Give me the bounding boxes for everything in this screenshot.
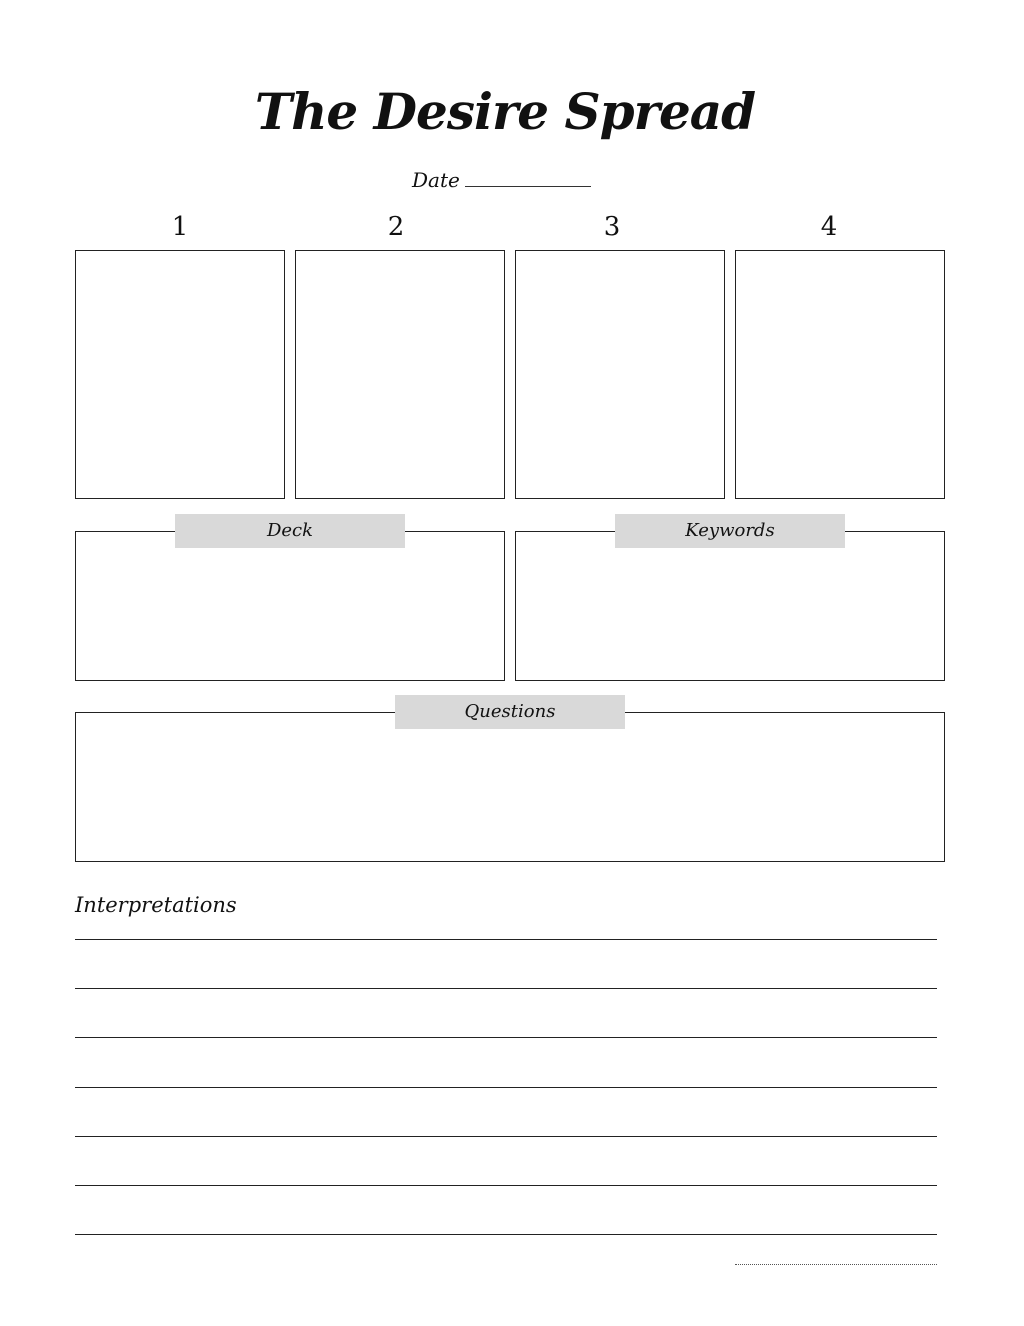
card-number-1: 1	[171, 212, 189, 242]
interpretations-label: Interpretations	[75, 893, 237, 917]
card-number-4: 4	[820, 212, 838, 242]
date-label: Date	[412, 168, 460, 192]
page-title: The Desire Spread	[254, 82, 756, 141]
interpretation-line-2[interactable]	[75, 988, 937, 989]
card-box-2[interactable]	[295, 250, 505, 499]
card-number-2: 2	[387, 212, 405, 242]
date-field[interactable]	[465, 186, 591, 187]
questions-box[interactable]	[75, 712, 945, 862]
card-box-3[interactable]	[515, 250, 725, 499]
questions-label: Questions	[395, 695, 625, 729]
keywords-label: Keywords	[615, 514, 845, 548]
interpretation-line-4[interactable]	[75, 1087, 937, 1088]
interpretation-line-7[interactable]	[75, 1234, 937, 1235]
interpretation-line-3[interactable]	[75, 1037, 937, 1038]
footer-dotted-line	[735, 1264, 937, 1265]
interpretation-line-1[interactable]	[75, 939, 937, 940]
interpretation-line-6[interactable]	[75, 1185, 937, 1186]
keywords-box[interactable]	[515, 531, 945, 681]
deck-label: Deck	[175, 514, 405, 548]
interpretation-line-5[interactable]	[75, 1136, 937, 1137]
card-box-4[interactable]	[735, 250, 945, 499]
card-number-3: 3	[603, 212, 621, 242]
deck-box[interactable]	[75, 531, 505, 681]
card-box-1[interactable]	[75, 250, 285, 499]
